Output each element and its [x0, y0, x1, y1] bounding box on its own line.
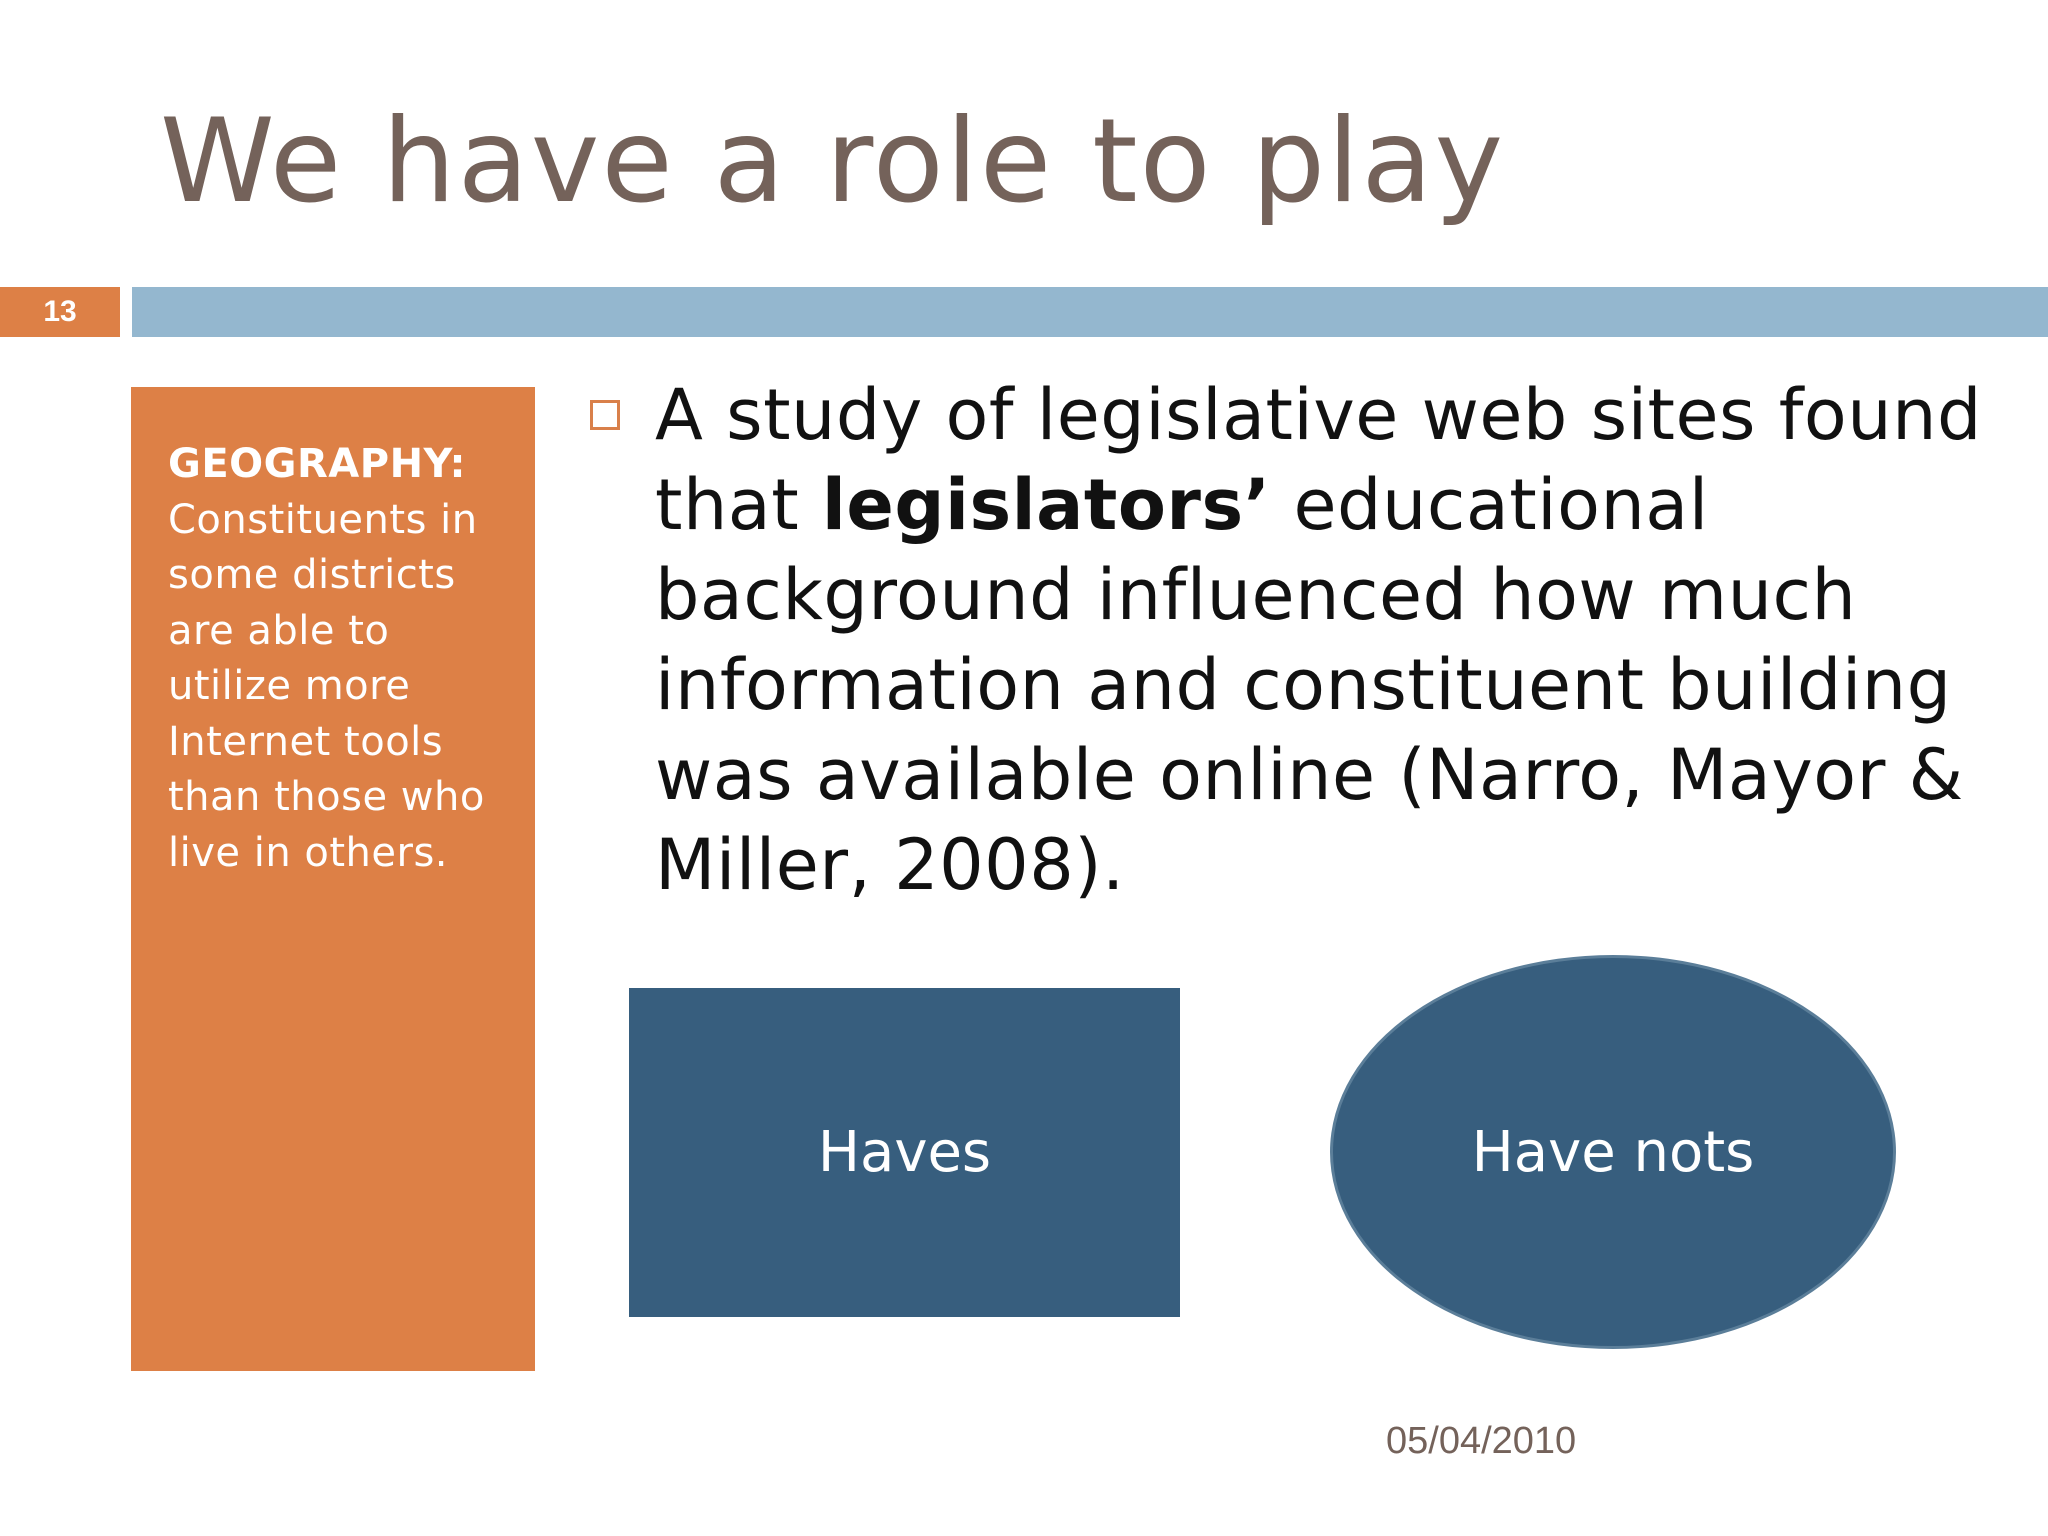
bullet-text-bold: legislators’: [821, 464, 1271, 546]
geography-heading: GEOGRAPHY:: [168, 441, 467, 487]
geography-line: are able to: [168, 607, 390, 654]
square-bullet-icon: [590, 400, 620, 430]
geography-line: some districts: [168, 552, 456, 598]
haves-shape: [629, 988, 1180, 1317]
geography-panel: [131, 387, 535, 1371]
haves-label: Haves: [817, 1120, 992, 1185]
bullet-text-end: educational background influenced how much information and constituent building was available online (Narro, Mayor & Miller, 2008).: [655, 464, 1964, 906]
geography-text: [168, 437, 505, 881]
have-nots-label: Have nots: [1471, 1119, 1755, 1185]
have-nots-shape: [1330, 955, 1896, 1349]
slide-title: We have a role to play: [160, 94, 1506, 229]
title-rule: [132, 287, 2048, 337]
slide-number: 13: [0, 287, 120, 337]
geography-line: live in others.: [168, 829, 449, 876]
bullet-text-start: A study of legislative web sites found that: [655, 374, 1982, 546]
geography-line: than those who: [168, 774, 485, 820]
geography-line: utilize more: [168, 663, 411, 709]
geography-line: Internet tools: [168, 718, 444, 765]
slide-date: 05/04/2010: [1386, 1420, 1577, 1462]
bullet-text: [655, 370, 2025, 910]
geography-line: Constituents in: [168, 496, 478, 543]
